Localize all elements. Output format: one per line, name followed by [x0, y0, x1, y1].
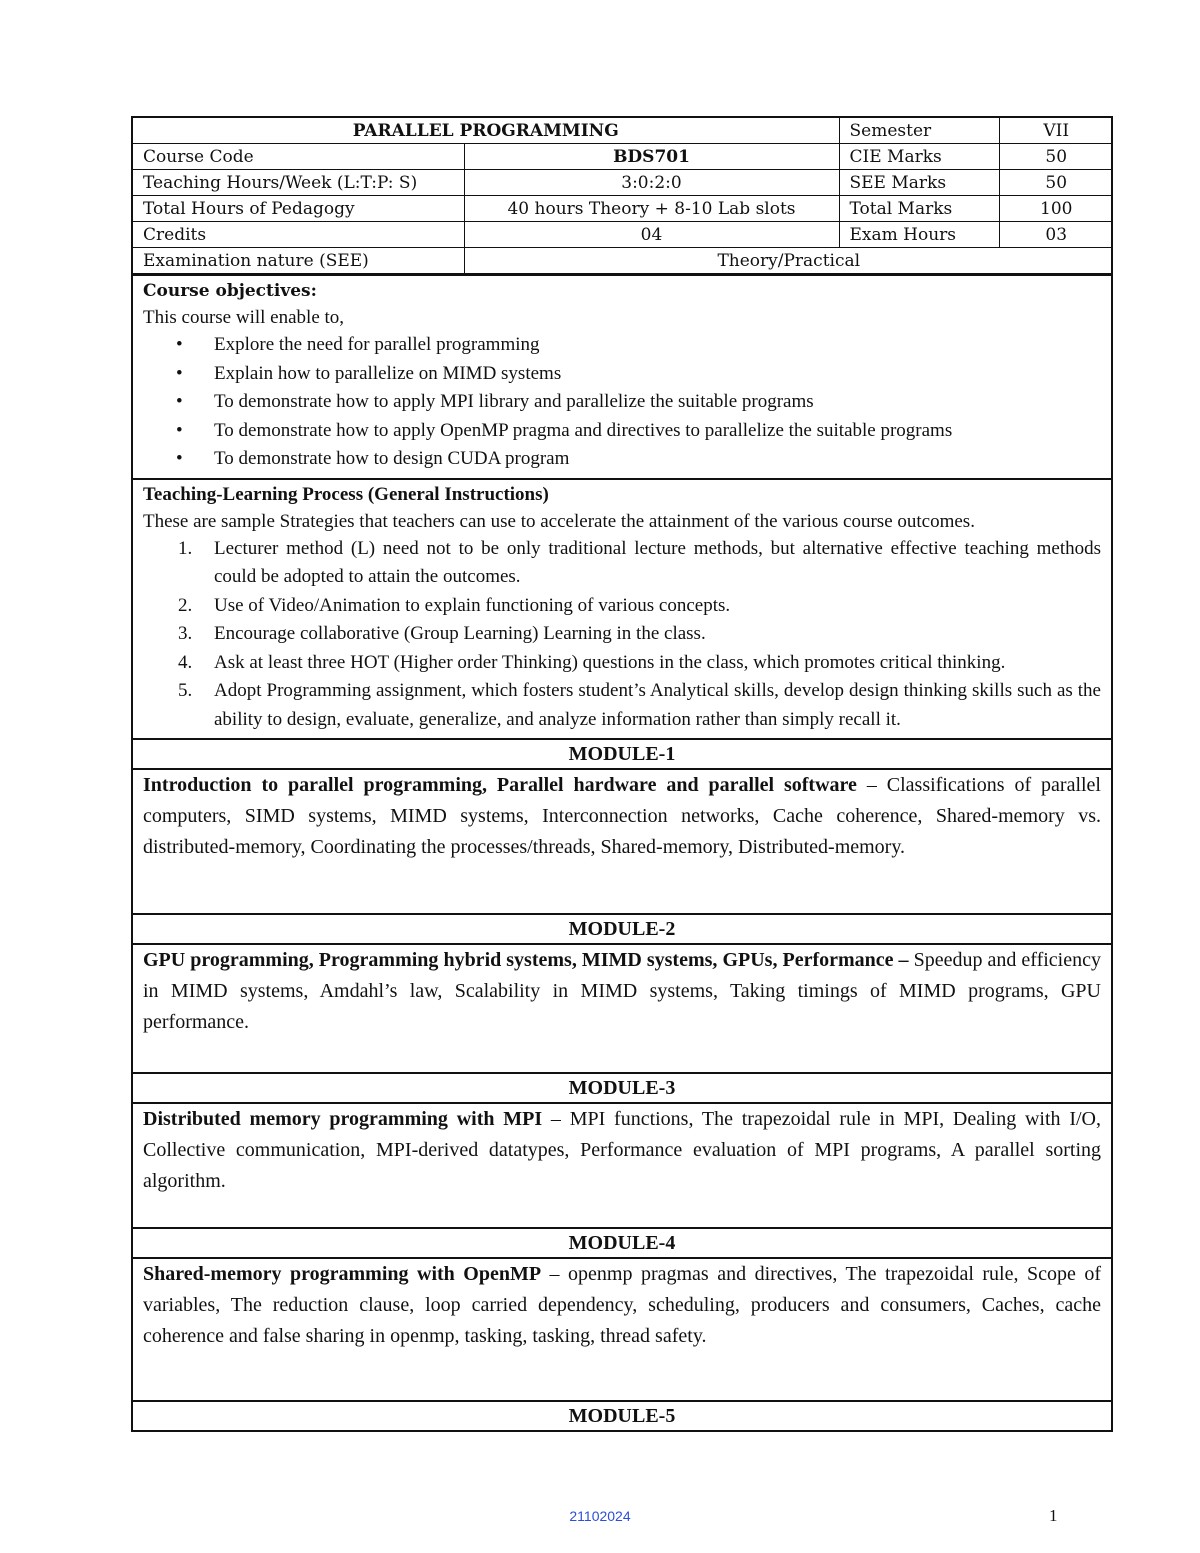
exam-nature-label: Examination nature (SEE) — [133, 248, 464, 274]
course-objectives-title: Course objectives: — [143, 281, 317, 301]
list-item: • Explore the need for parallel programming — [214, 331, 1101, 360]
see-marks-value: 50 — [999, 170, 1113, 196]
module-1-content — [133, 768, 1111, 913]
list-item: Lecturer method (L) need not to be only traditional lecture methods, but alternative effective teaching methods could be adopted to attain the outcomes. — [214, 537, 1101, 587]
teaching-hours-value: 3:0:2:0 — [464, 170, 839, 196]
list-item: Adopt Programming assignment, which fosters student’s Analytical skills, develop design thinking skills such as the ability to design, evaluate, generalize, and analyze information rather than simply recall it. — [214, 680, 1101, 730]
teaching-learning-intro: These are sample Strategies that teachers can use to accelerate the attainment of the various course outcomes. — [143, 510, 975, 532]
module-4-heading: MODULE-4 — [133, 1227, 1111, 1257]
module-4-content — [133, 1257, 1111, 1400]
semester-label: Semester — [839, 118, 999, 144]
credits-label: Credits — [133, 222, 464, 248]
document-id: 21102024 — [569, 1508, 631, 1524]
list-item: • To demonstrate how to design CUDA program — [214, 445, 1101, 474]
module-2-content — [133, 943, 1111, 1072]
pedagogy-hours-value: 40 hours Theory + 8-10 Lab slots — [464, 196, 839, 222]
list-item: Encourage collaborative (Group Learning) Learning in the class. — [214, 623, 706, 644]
list-item: Ask at least three HOT (Higher order Thinking) questions in the class, which promotes critical thinking. — [214, 651, 1006, 673]
course-code-row — [133, 144, 1113, 170]
module-1-description: – Classifications of parallel computers, SIMD systems, MIMD systems, Interconnection networks, Cache coherence, Shared-memory vs. distributed-memory, Coordinating the processes/threads, Shared-memory, Distributed-memory. — [143, 774, 1101, 858]
course-code-label: Course Code — [133, 144, 464, 170]
module-5-heading: MODULE-5 — [133, 1400, 1111, 1430]
cie-marks-label: CIE Marks — [839, 144, 999, 170]
course-title-row — [133, 118, 1113, 144]
course-objectives-intro: This course will enable to, — [143, 307, 345, 328]
module-1-heading: MODULE-1 — [133, 738, 1111, 768]
module-2-heading: MODULE-2 — [133, 913, 1111, 943]
total-marks-value: 100 — [999, 196, 1113, 222]
course-objectives-list — [143, 331, 1101, 474]
exam-nature-row — [133, 248, 1113, 274]
exam-hours-label: Exam Hours — [839, 222, 999, 248]
list-item: • Explain how to parallelize on MIMD systems — [214, 360, 1101, 389]
pedagogy-hours-row — [133, 196, 1113, 222]
list-item: • To demonstrate how to apply OpenMP pragma and directives to parallelize the suitable programs — [214, 417, 1101, 446]
exam-hours-value: 03 — [999, 222, 1113, 248]
module-4-topic: Shared-memory programming with OpenMP — [143, 1263, 542, 1285]
credits-row — [133, 222, 1113, 248]
list-item: • To demonstrate how to apply MPI library and parallelize the suitable programs — [214, 388, 1101, 417]
pedagogy-hours-label: Total Hours of Pedagogy — [133, 196, 464, 222]
credits-value: 04 — [464, 222, 839, 248]
semester-value: VII — [999, 118, 1113, 144]
syllabus-table — [131, 116, 1113, 1432]
module-4-description: – openmp pragmas and directives, The trapezoidal rule, Scope of variables, The reduction clause, loop carried dependency, scheduling, producers and consumers, Caches, cache coherence and false sharing in openmp, tasking, tasking, thread safety. — [143, 1263, 1101, 1347]
see-marks-label: SEE Marks — [839, 170, 999, 196]
exam-nature-value: Theory/Practical — [464, 248, 1113, 274]
course-code-value: BDS701 — [464, 144, 839, 170]
teaching-learning-title: Teaching-Learning Process (General Instructions) — [143, 483, 549, 505]
teaching-hours-label: Teaching Hours/Week (L:T:P: S) — [133, 170, 464, 196]
module-1-topic: Introduction to parallel programming, Parallel hardware and parallel software — [143, 774, 857, 796]
total-marks-label: Total Marks — [839, 196, 999, 222]
module-3-topic: Distributed memory programming with MPI — [143, 1108, 543, 1130]
page-number: 1 — [1049, 1506, 1058, 1525]
list-item: Use of Video/Animation to explain functioning of various concepts. — [214, 594, 731, 616]
teaching-learning-list — [143, 535, 1101, 735]
teaching-learning-section — [133, 478, 1111, 739]
teaching-hours-row — [133, 170, 1113, 196]
module-3-heading: MODULE-3 — [133, 1072, 1111, 1102]
course-objectives-section — [133, 274, 1111, 478]
cie-marks-value: 50 — [999, 144, 1113, 170]
module-2-topic: GPU programming, Programming hybrid systems, MIMD systems, GPUs, Performance – — [143, 949, 909, 971]
course-title: PARALLEL PROGRAMMING — [133, 118, 839, 144]
course-info-table — [133, 118, 1113, 274]
module-3-content — [133, 1102, 1111, 1227]
module-2-description: Speedup and efficiency in MIMD systems, Amdahl’s law, Scalability in MIMD systems, Taking timings of MIMD programs, GPU performance. — [143, 949, 1101, 1033]
module-3-description: – MPI functions, The trapezoidal rule in MPI, Dealing with I/O, Collective communication, MPI-derived datatypes, Performance evaluation of MPI programs, A parallel sorting algorithm. — [143, 1108, 1101, 1192]
